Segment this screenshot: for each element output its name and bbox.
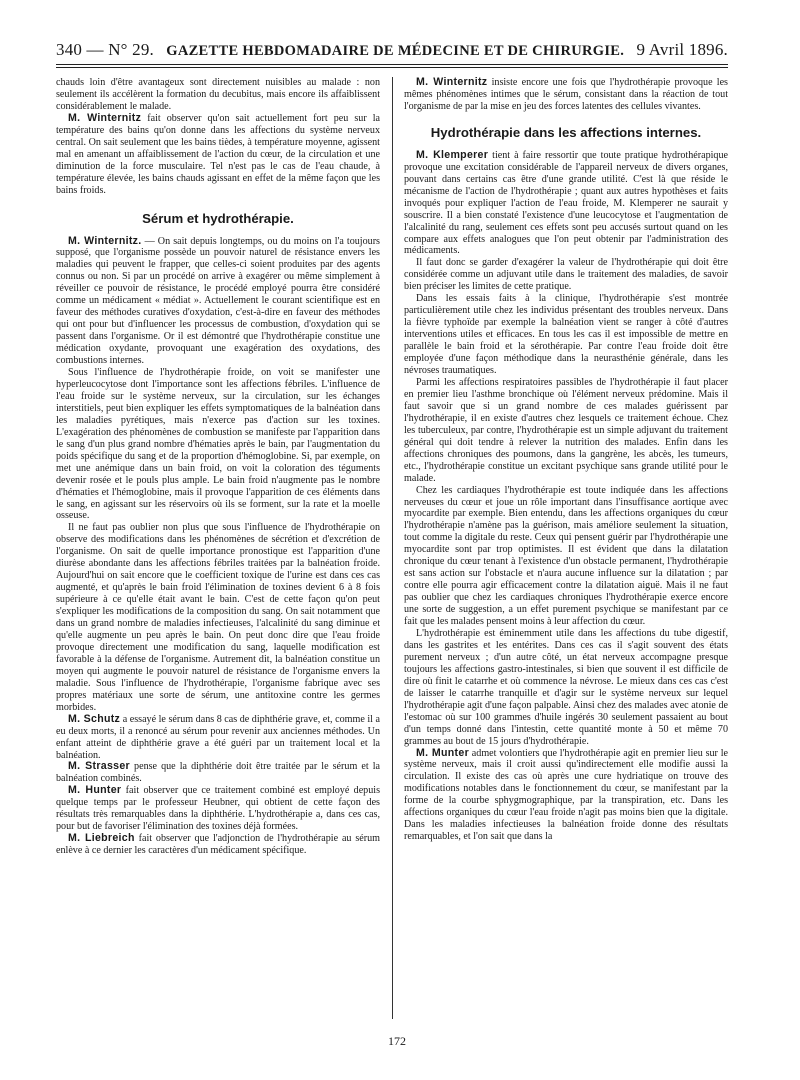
paragraph — [56, 714, 380, 762]
paragraph — [404, 77, 728, 113]
paragraph-text: fait observer que l'adjonction de l'hydrothérapie au sérum enlève à ce dernier les caractères d'un médicament spécifique. — [56, 833, 380, 857]
speaker-name: M. Winternitz — [416, 77, 488, 88]
speaker-name: M. Liebreich — [68, 832, 135, 845]
paragraph: L'hydrothérapie est éminemment utile dans les affections du tube digestif, dans les gastrites et les entérites. Dans ces cas il s'agit souvent des états purement nerveux ; d'un autre côté, un état nerveux accompagne presque toujours les affections gastro-intestinales, si bien que souvent il est difficile de dire où finit le catarrhe et où commence la névrose. Le mieux dans ces cas c'est de laisser le catarrhe tranquille et d'agir sur le système nerveux sur lequel l'hydrothérapie agit d'une façon palpable. Ainsi chez des malades avec atonie de l'estomac où sur 100 grammes d'huile ingérés 30 seulement passaient au bout d'un temps donné dans l'intestin, cette quantité monte à 50 et même 70 grammes au bout de 15 jours d'hydrothérapie. — [404, 627, 728, 747]
speaker-name: M. Winternitz — [68, 111, 142, 124]
paragraph: Chez les cardiaques l'hydrothérapie est toute indiquée dans les affections nerveuses du cœur et joue un rôle important dans l'insuffisance aortique avec myocardite par exemple. Bien entendu, dans les affections organiques du cœur l'hydrothérapie n'amène pas la guérison, mais améliore seulement la situation, tout comme la digitale du reste. Ceux qui pensent guérir par l'hydrothérapie une myocardite sont par trop optimistes. Il est évident que dans la dilatation chronique du cœur tenant à l'existence d'un obstacle permanent, l'hydrothérapie est sans action sur l'obstacle et n'aura aucune influence sur la dilatation ; par contre elle pourra agir efficacement contre la dilatation aiguë. Mais il ne faut pas oublier que chez les cardiaques chroniques l'hydrothérapie exerce encore une sorte de suggestion, a un effet purement psychique se manifestant par ce fait que les malades pensent moins à leur affection du cœur. — [404, 484, 728, 628]
paragraph: Il ne faut pas oublier non plus que sous l'influence de l'hydrothérapie on observe des modifications dans les phénomènes de sécrétion et d'excrétion de l'organisme. On sait de quelle importance pronostique est l'apparition d'une diurèse abondante dans les affections fébriles traitées par la balnéation froide. Aujourd'hui on sait encore que le coefficient toxique de l'urine est dans ces cas augmenté, et qu'après le bain froid l'élimination de toxines devient 6 à 8 fois supérieure à ce qu'elle était avant le bain. C'est de cette façon qu'on peut s'expliquer les modifications de la composition du sang. On sait notamment que dans un grand nombre de maladies infectieuses, l'alcalinité du sang diminue et qu'elle augmente un peu après le bain. On peut donc dire que l'eau froide provoque directement une modification du sang, laquelle modification est favorable à la défense de l'organisme. Autrement dit, la balnéation constitue un moyen qui augmente le pouvoir naturel de résistance de l'organisme envers la maladie. Sous l'influence de l'hydrothérapie, l'organisme fabrique avec ses propres matériaux une sorte de sérum, une antitoxine contre les germes morbides. — [56, 522, 380, 713]
section-heading: Sérum et hydrothérapie. — [142, 210, 294, 226]
speaker-name: M. Strasser — [68, 760, 130, 773]
speaker-name: M. Winternitz. — [68, 234, 142, 247]
paragraph-text: tient à faire ressortir que toute pratique hydrothérapique provoque une excitation considérable de l'appareil nerveux de divers organes, pouvant dans certains cas être d'une grande utilité. C'est là que réside le mécanisme de l'action de l'hydrothérapie ; quant aux autres hypothèses et faits invoqués pour expliquer l'action de l'eau froide, M. Klemperer ne saurait y souscrire. Il a bien constaté l'existence d'une leucocytose et l'augmentation de l'alcalinité du rang, seulement ces effets sont peu accusés surtout quand on les compare aux effets analogues que l'on peut obtenir par l'administration des médicaments. — [404, 149, 728, 257]
header-rule-top — [56, 64, 728, 65]
paragraph — [404, 150, 728, 258]
header-rule-bottom — [56, 67, 728, 68]
speaker-name: M. Munter — [416, 746, 469, 759]
journal-title: GAZETTE HEBDOMADAIRE DE MÉDECINE ET DE CHIRURGIE. — [166, 43, 625, 59]
paragraph: Sous l'influence de l'hydrothérapie froide, on voit se manifester une hyperleucocytose dont l'importance sont les affections fébriles. L'influence de l'eau froide sur le système nerveux, sur la circulation, sur les échanges interstitiels, peut bien expliquer les effets symptomatiques de la balnéation dans les maladies pyrétiques, mais n'exerce pas d'action sur les toxines. L'exagération des phénomènes de combustion se manifeste par l'apparition dans le sang d'un plus grand nombre d'hématies après le bain, par l'augmentation du poids spécifique du sang et de la proportion d'hémoglobine. Si, par exemple, on met une anémique dans un bain froid, on voit la coloration des téguments devenir rosée et le pouls plus ample. Le bain froid n'augmente pas le nombre d'hématies et l'hémoglobine, mais il provoque l'apparition de ces éléments dans le sang, en agissant sur les réservoirs où ils se forment, sur la rate et la moelle osseuse. — [56, 367, 380, 522]
paragraph-text: fait observer que ce traitement combiné est employé depuis quelque temps par le professeur Heubner, qui obtient de cette façon des résultats très remarquables dans la diphthérie. L'hydrothérapie a, dans ces cas, pour but de favoriser l'élimination des toxines déjà formées. — [56, 785, 380, 833]
paragraph-text: admet volontiers que l'hydrothérapie agit en premier lieu sur le système nerveux, mais il croit aussi qu'indirectement elle modifie aussi la circulation. Il existe des cas où après une cure hydriatique on trouve des modifications notables dans le fonctionnement du cœur, se manifestant par la forme de la courbe sphygmographique, par la transpiration, etc. Dans les affections organiques du cœur l'eau froide n'agit pas moins bien que la digitale. Dans les maladies infectieuses la balnéation froide donne des résultats remarquables, et l'on sait que dans la — [404, 747, 728, 843]
paragraph — [56, 113, 380, 197]
section-heading: Hydrothérapie dans les affections internes. — [430, 124, 702, 140]
paragraph: Parmi les affections respiratoires passibles de l'hydrothérapie il faut placer en premier lieu l'asthme bronchique où l'élément nerveux prédomine. Mais il faut savoir que si un grand nombre de ces malades guérissent par l'hydrothérapie, il en existe d'autres chez lesquels ce traitement échoue. Chez les tuberculeux, par contre, l'hydrothérapie est un simple adjuvant du traitement général qui doit tendre à relever la nutrition des malades. Enfin dans les affections chroniques des poumons, dans la gangrène, les abcès, les tumeurs, etc., l'hydrothérapie constitue un excitant psychique sans grande utilité pour le malade. — [404, 376, 728, 484]
right-column — [404, 77, 728, 1019]
paragraph — [56, 236, 380, 367]
speaker-name: M. Klemperer — [416, 148, 489, 161]
paragraph — [56, 761, 380, 785]
paragraph-text: — On sait depuis longtemps, ou du moins on l'a toujours supposé, que l'organisme possède un pouvoir naturel de résistance envers les maladies qui peuvent le frapper, que celles-ci soient produites par des agents connus ou non. Si par un procédé on arrive à exagérer ou même simplement à réveiller ce pouvoir de résistance, le procédé employé pourra être considéré comme un médicament « médiat ». Actuellement le courant scientifique est en faveur des méthodes curatives d'oxydation, c'est-à-dire en faveur des méthodes qui ont pour but d'influencer les processus de combustion, d'oxydation qui se passent dans l'organisme. Or il est démontré que l'hydrothérapie constitue une médication oxydante, provoquant une exagération des oxydations, des combustions internes. — [56, 235, 380, 367]
header-page-issue: 340 — N° 29. — [56, 40, 154, 59]
speaker-name: M. Schutz — [68, 712, 121, 725]
column-divider — [392, 77, 393, 1019]
paragraph: Il faut donc se garder d'exagérer la valeur de l'hydrothérapie qui doit être considérée comme un adjuvant utile dans le traitement des maladies, de savoir bien préciser les limites de cette pratique. — [404, 257, 728, 293]
left-column — [56, 77, 380, 1019]
paragraph — [404, 748, 728, 844]
paragraph — [56, 833, 380, 857]
paragraph — [56, 785, 380, 833]
paragraph-text: pense que la diphthérie doit être traitée par le sérum et la balnéation combinés. — [56, 761, 380, 785]
paragraph: Dans les essais faits à la clinique, l'hydrothérapie s'est montrée particulièrement utile chez les individus présentant des troubles nerveux. Dans la fièvre typhoïde par exemple la balnéation vient se ranger à côté d'autres interventions utiles et efficaces. En tous les cas il est impossible de mettre en parallèle le bain froid et la sérothérapie. Par contre l'eau froide doit être employée d'une façon méthodique dans la neurasthénie générale, dans les névroses traumatiques. — [404, 293, 728, 377]
paragraph-text: fait observer qu'on sait actuellement fort peu sur la température des bains qu'on donne dans les affections du système nerveux central. On sait seulement que les bains tièdes, à température moyenne, agissent mal en amenant un affaiblissement de l'action du cœur, de la circulation et une diminution de la force musculaire. Tel n'est pas le cas de l'eau chaude, à température élevée, les bains chauds agissant en effet de la même façon que les bains froids. — [56, 112, 380, 196]
paragraph: chauds loin d'être avantageux sont directement nuisibles au malade : non seulement ils accélèrent la formation du decubitus, mais encore ils affaiblissent considérablement le malade. — [56, 77, 380, 112]
paragraph-text: a essayé le sérum dans 8 cas de diphthérie grave, et, comme il a eu deux morts, il a renoncé au sérum pour revenir aux anciennes méthodes. Un enfant atteint de diphthérie grave a été guéri par un traitement local et la balnéation. — [56, 713, 380, 761]
page-number: 172 — [388, 1034, 406, 1048]
running-header — [56, 40, 728, 62]
speaker-name: M. Hunter — [68, 784, 122, 797]
paragraph-text: insiste encore une fois que l'hydrothérapie provoque les mêmes phénomènes intimes que le sérum, consistant dans la réaction de tout l'organisme de par la mise en jeu des forces latentes des cellules vivantes. — [404, 77, 728, 112]
header-date: 9 Avril 1896. — [636, 40, 728, 59]
